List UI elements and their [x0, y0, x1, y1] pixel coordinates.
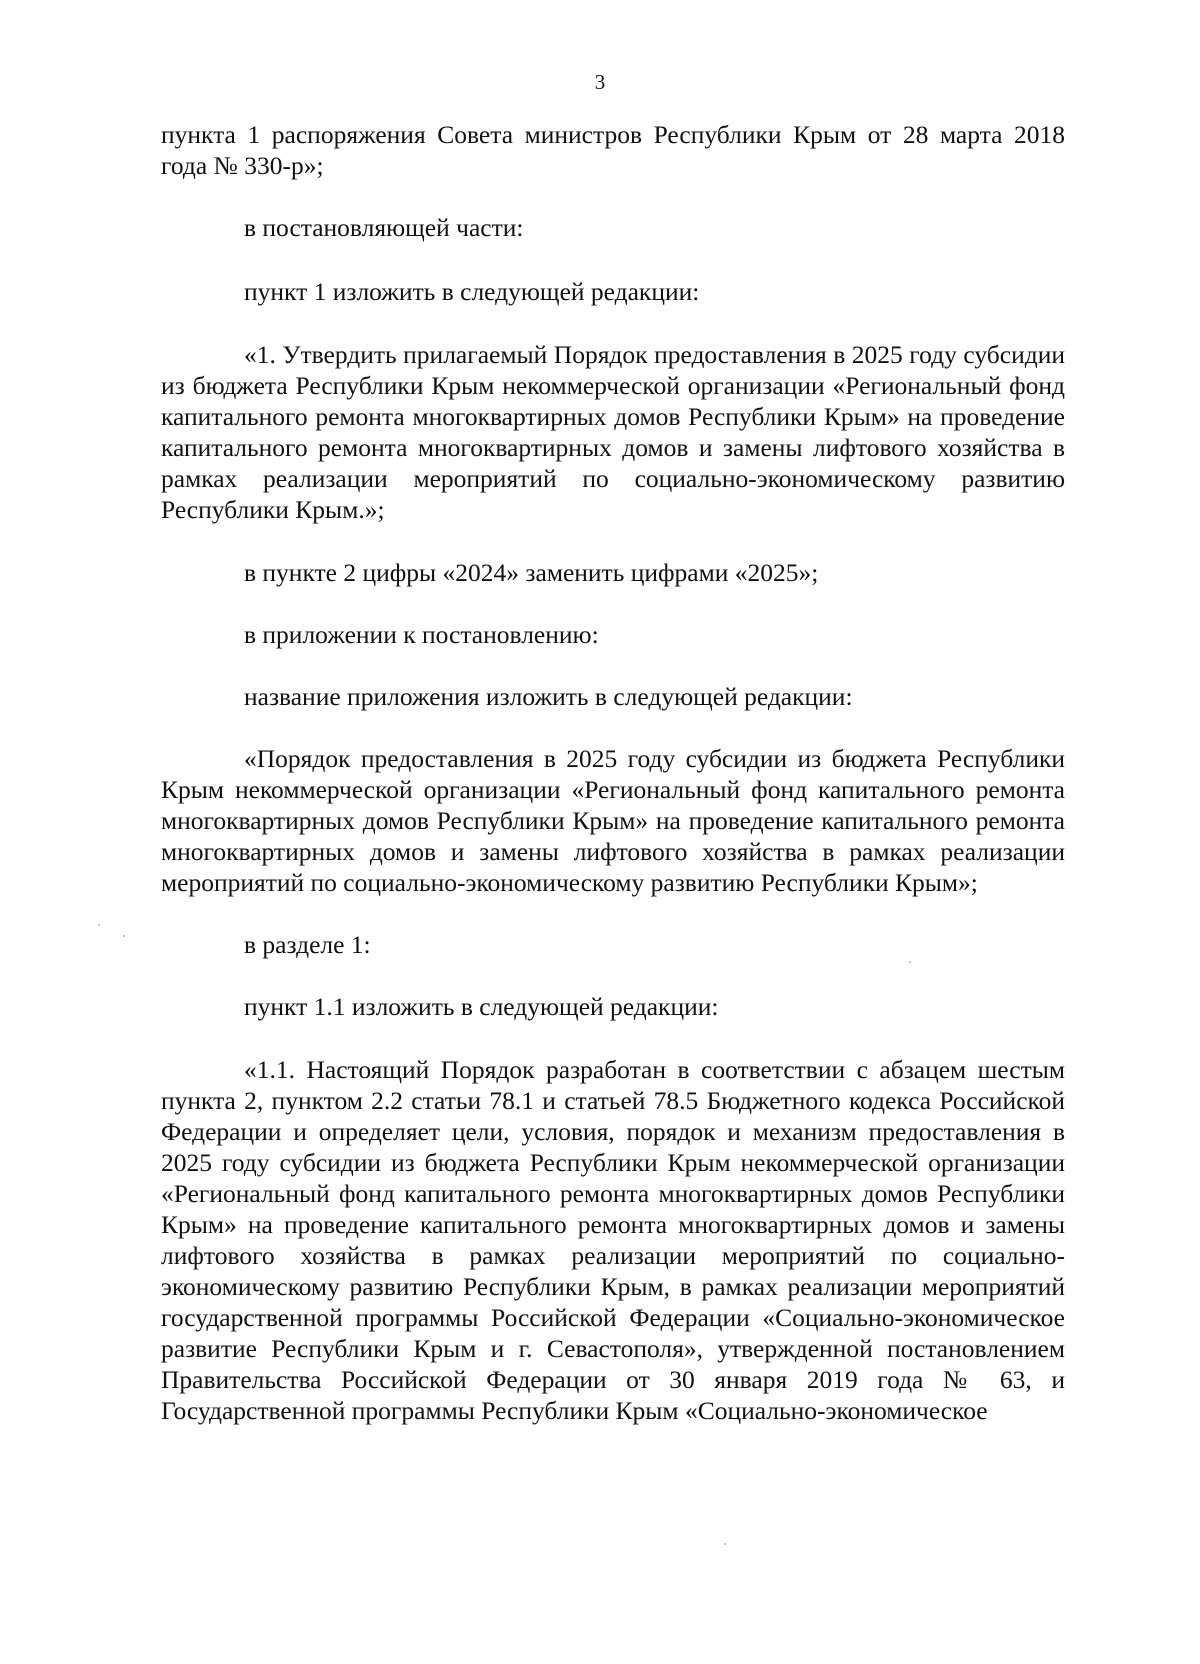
- amendment-instruction: в пункте 2 цифры «2024» заменить цифрами «2025»;: [244, 558, 819, 587]
- quoted-title: «Порядок предоставления в 2025 году субсидии из бюджета Республики Крым некоммерческой организации «Региональный фонд капитального ремонта многоквартирных домов Республики Крым» на проведение капитального ремонта многоквартирных домов и замены лифтового хозяйства в рамках реализации мероприятий по социально-экономическому развитию Республики Крым»;: [161, 744, 1065, 897]
- document-body: [161, 119, 1065, 1426]
- scan-speck: [123, 935, 125, 937]
- amendment-instruction: пункт 1.1 изложить в следующей редакции:: [244, 992, 719, 1021]
- scan-speck: [724, 1543, 726, 1545]
- continued-paragraph: пункта 1 распоряжения Совета министров Республики Крым от 28 марта 2018 года № 330-р»;: [161, 120, 1065, 180]
- amendment-section-heading: в постановляющей части:: [244, 213, 524, 242]
- amendment-section-heading: в приложении к постановлению:: [244, 620, 599, 649]
- quoted-clause: «1.1. Настоящий Порядок разработан в соответствии с абзацем шестым пункта 2, пунктом 2.2 статьи 78.1 и статьей 78.5 Бюджетного кодекса Российской Федерации и определяет цели, условия, порядок и механизм предоставления в 2025 году субсидии из бюджета Республики Крым некоммерческой организации «Региональный фонд капитального ремонта многоквартирных домов Республики Крым» на проведение капитального ремонта многоквартирных домов и замены лифтового хозяйства в рамках реализации мероприятий по социально-экономическому развитию Республики Крым, в рамках реализации мероприятий государственной программы Российской Федерации «Социально-экономическое развитие Республики Крым и г. Севастополя», утвержденной постановлением Правительства Российской Федерации от 30 января 2019 года № 63, и Государственной программы Республики Крым «Социально-экономическое: [161, 1055, 1065, 1425]
- scan-speck: [909, 961, 911, 963]
- amendment-instruction: название приложения изложить в следующей редакции:: [244, 682, 853, 711]
- page-number: 3: [594, 70, 606, 94]
- scan-speck: [98, 924, 100, 926]
- amendment-section-heading: в разделе 1:: [244, 930, 371, 959]
- amendment-instruction: пункт 1 изложить в следующей редакции:: [244, 277, 700, 306]
- quoted-clause: «1. Утвердить прилагаемый Порядок предоставления в 2025 году субсидии из бюджета Республики Крым некоммерческой организации «Региональный фонд капитального ремонта многоквартирных домов Республики Крым» на проведение капитального ремонта многоквартирных домов и замены лифтового хозяйства в рамках реализации мероприятий по социально-экономическому развитию Республики Крым.»;: [161, 340, 1065, 524]
